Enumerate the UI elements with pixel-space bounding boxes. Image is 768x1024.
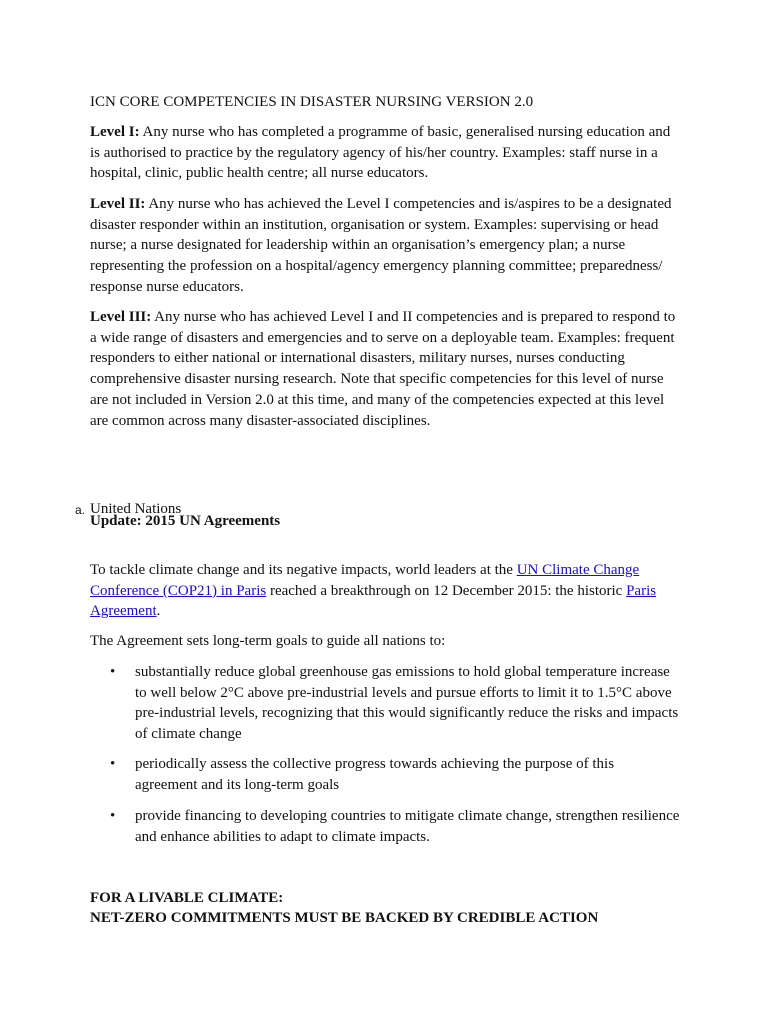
bullet-dot: • [110,756,116,772]
paris-agreement-link[interactable]: Paris Agreement [90,582,657,620]
list-item [90,806,680,847]
intro-text-middle: reached a breakthrough on 12 December 2015: the historic [266,582,627,599]
level-3-label: Level III: [90,309,152,325]
level-3-paragraph [90,307,680,431]
intro-text-start: To tackle climate change and its negative impacts, world leaders at the [90,562,517,578]
level-2-paragraph [90,194,680,298]
intro-text-end: . [156,603,161,620]
bullet-dot: • [110,664,116,680]
bullet-dot: • [110,808,116,824]
list-item [90,754,680,795]
agreement-lead: The Agreement sets long-term goals to guide all nations to: [90,633,446,649]
document-title: ICN CORE COMPETENCIES IN DISASTER NURSING VERSION 2.0 [90,94,534,110]
level-1-text: Any nurse who has completed a programme of basic, generalised nursing education and is authorised to practice by the regulatory agency of his/her country. Examples: staff nurse in a hospital, clinic, public health centre; all nurse educators. [90,124,671,182]
level-3-text: Any nurse who has achieved Level I and II competencies and is prepared to respond to a wide range of disasters and emergencies and to serve on a deployable team. Examples: frequent responders to either national or international disasters, military nurses, nurses conducting comprehensive disaster nursing research. Note that specific competencies for this level of nurse are not included in Version 2.0 at this time, and many of the competencies expected at this level are common across many disaster-associated disciplines. [90,309,676,429]
cop21-link[interactable]: UN Climate Change Conference (COP21) in Paris [90,562,640,599]
bullet-text: substantially reduce global greenhouse gas emissions to hold global temperature increase to well below 2°C above pre-industrial levels and pursue efforts to limit it to 1.5°C above pre-industrial levels, recognizing that this would significantly reduce the risks and impacts of climate change [135,664,679,743]
update-heading: Update: 2015 UN Agreements [90,513,281,529]
goals-list-2 [90,754,680,795]
level-1-paragraph [90,122,680,184]
level-1-label: Level I: [90,124,140,140]
closing-heading-line-2: NET-ZERO COMMITMENTS MUST BE BACKED BY CREDIBLE ACTION [90,910,599,926]
closing-heading-line-1: FOR A LIVABLE CLIMATE: [90,890,284,906]
goals-list-3 [90,806,680,847]
list-item-united-nations: United Nations [90,501,182,517]
level-2-text: Any nurse who has achieved the Level I competencies and is/aspires to be a designated disaster responder within an institution, organisation or system. Examples: supervising or head nurse; a nurse designated for leadership within an organisation’s emergency plan; a nurse representing the profession on a hospital/agency emergency planning committee; preparedness/ response nurse educators. [90,196,672,295]
intro-paragraph [90,560,680,622]
list-marker: a. [75,503,86,517]
goals-list [90,662,680,745]
list-item [90,662,680,745]
bullet-text: periodically assess the collective progress towards achieving the purpose of this agreement and its long-term goals [135,756,615,793]
bullet-text: provide financing to developing countries to mitigate climate change, strengthen resilience and enhance abilities to adapt to climate impacts. [135,808,680,845]
level-2-label: Level II: [90,196,146,212]
